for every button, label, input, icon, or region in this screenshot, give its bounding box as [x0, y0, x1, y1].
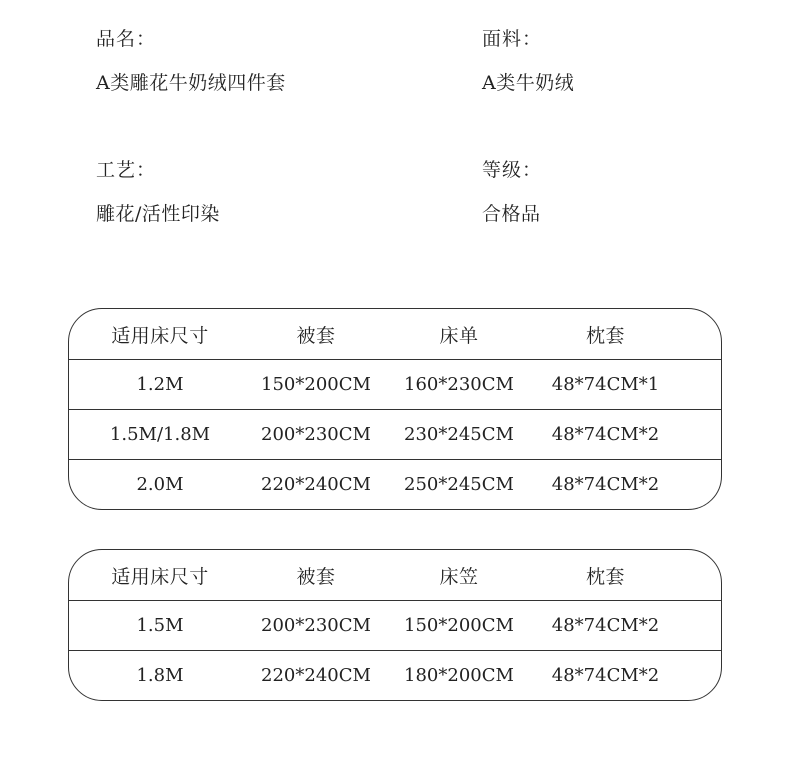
table-cell: 1.8M: [136, 665, 184, 686]
spec-label: 工艺：: [96, 159, 157, 181]
header-cell: 适用床尺寸: [111, 324, 209, 347]
table-row: [69, 600, 721, 650]
table-cell: 48*74CM*2: [551, 615, 660, 636]
table-cell: 200*230CM: [261, 615, 371, 636]
spec-label: 等级：: [482, 159, 543, 181]
header-cell: 床单: [439, 324, 479, 347]
spec-value: 合格品: [482, 203, 541, 225]
header-cell: 适用床尺寸: [111, 565, 209, 588]
table-cell: 48*74CM*1: [551, 374, 660, 395]
table-header-row: [69, 550, 721, 600]
table-cell: 160*230CM: [404, 374, 514, 395]
spec-grade: [482, 158, 542, 226]
table-cell: 1.5M: [136, 615, 184, 636]
spec-value: 雕花/活性印染: [96, 203, 220, 225]
spec-fabric: [482, 27, 574, 95]
table-cell: 220*240CM: [261, 665, 371, 686]
table-cell: 180*200CM: [404, 665, 514, 686]
table-cell: 250*245CM: [404, 474, 514, 495]
table-cell: 1.5M/1.8M: [109, 424, 211, 445]
table-cell: 230*245CM: [404, 424, 514, 445]
header-cell: 被套: [296, 565, 336, 588]
table-row: [69, 409, 721, 459]
spec-craft: [96, 158, 220, 226]
spec-product-name: [96, 27, 286, 95]
table-cell: 48*74CM*2: [551, 665, 660, 686]
header-cell: 枕套: [585, 565, 625, 588]
table-cell: 2.0M: [136, 474, 184, 495]
table-row: [69, 650, 721, 700]
spec-label: 面料：: [482, 28, 543, 50]
header-cell: 床笠: [439, 565, 479, 588]
table-cell: 200*230CM: [261, 424, 371, 445]
spec-value: A类雕花牛奶绒四件套: [96, 72, 286, 94]
table-cell: 150*200CM: [404, 615, 514, 636]
table-cell: 48*74CM*2: [551, 424, 660, 445]
spec-label: 品名：: [96, 28, 157, 50]
header-cell: 被套: [296, 324, 336, 347]
size-table-fitted-sheet: [68, 549, 722, 701]
table-cell: 220*240CM: [261, 474, 371, 495]
table-row: [69, 359, 721, 409]
table-cell: 48*74CM*2: [551, 474, 660, 495]
size-table-flat-sheet: [68, 308, 722, 510]
table-cell: 1.2M: [136, 374, 184, 395]
spec-value: A类牛奶绒: [482, 72, 575, 94]
table-cell: 150*200CM: [261, 374, 371, 395]
header-cell: 枕套: [585, 324, 625, 347]
table-row: [69, 459, 721, 509]
table-header-row: [69, 309, 721, 359]
